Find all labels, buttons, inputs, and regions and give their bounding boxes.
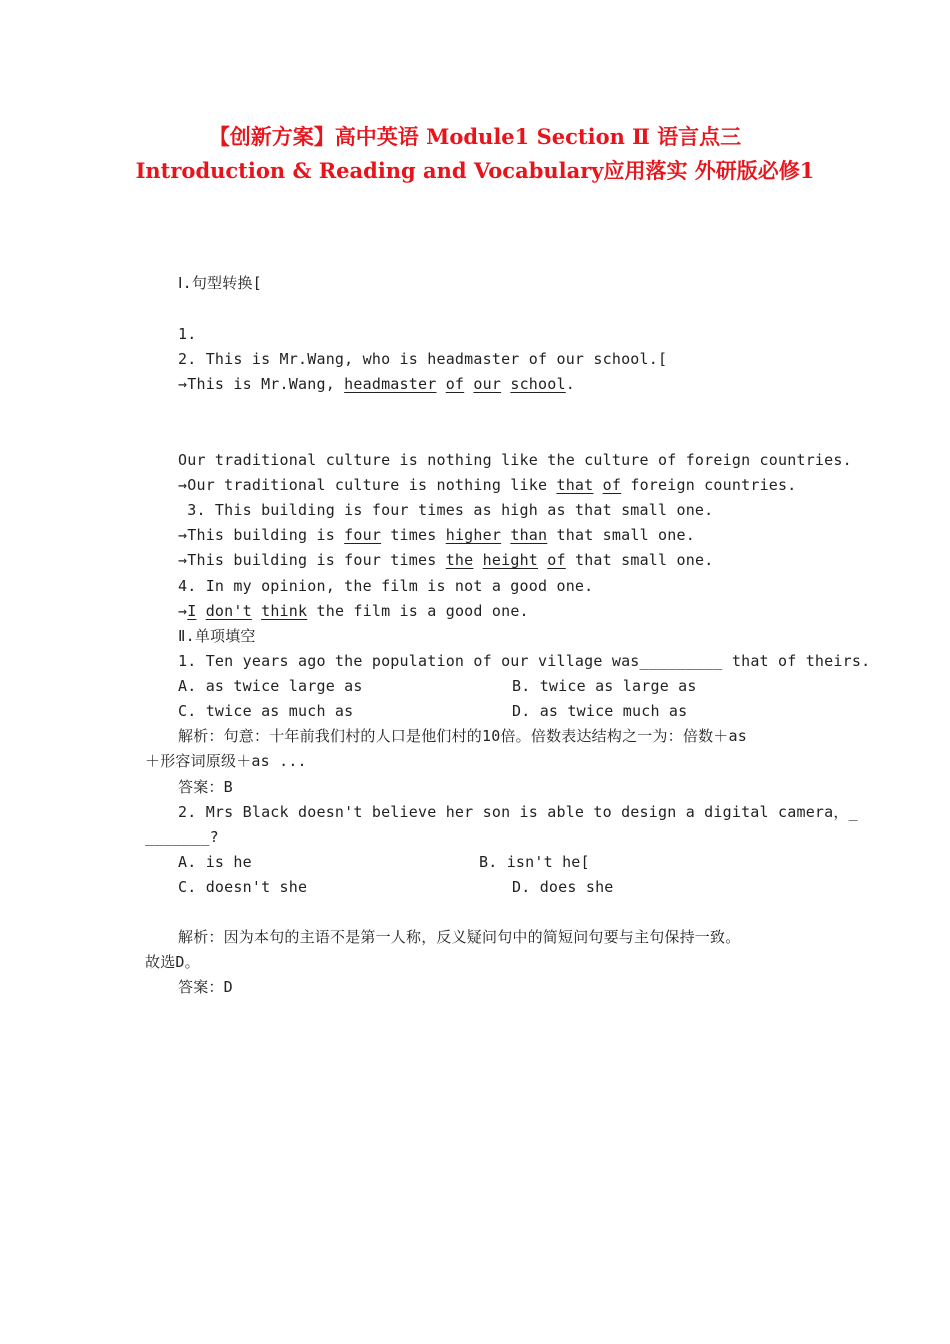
answer-blank: of xyxy=(547,551,566,569)
answer-blank: of xyxy=(445,375,465,393)
rewrite-text: times xyxy=(381,526,446,544)
rewrite-text: →This building is xyxy=(178,526,345,544)
q2-option-b: B. isn't he[ xyxy=(479,853,590,871)
q1-analysis-line2: ＋形容词原级＋as ... xyxy=(145,752,307,770)
question-text: that of theirs. xyxy=(722,652,871,670)
item1-number: 1. xyxy=(178,325,197,343)
item3-rewrite-b xyxy=(178,549,713,571)
section1-heading: Ⅰ.句型转换[ xyxy=(178,274,262,292)
q2-answer: 答案：D xyxy=(178,978,233,996)
rewrite-text: that small one. xyxy=(547,526,695,544)
q1-stem xyxy=(178,650,870,672)
answer-blank: of xyxy=(602,476,622,494)
answer-blank: higher xyxy=(445,526,502,544)
rewrite-text: →This building is four times xyxy=(178,551,446,569)
item4-original: 4. In my opinion, the film is not a good one. xyxy=(178,577,594,595)
q1-option-c: C. twice as much as xyxy=(178,702,354,720)
rewrite-text: →Our traditional culture is nothing like xyxy=(178,476,557,494)
q2-stem-line1: 2. Mrs Black doesn't believe her son is able to design a digital camera，_ xyxy=(178,803,858,821)
rewrite-text: →This is Mr.Wang, xyxy=(178,375,345,393)
rewrite-text: foreign countries. xyxy=(621,476,797,494)
q2-option-a: A. is he xyxy=(178,853,252,871)
rewrite-text: that small one. xyxy=(565,551,714,569)
q2-analysis-line2: 故选D。 xyxy=(145,953,200,971)
answer-blank: height xyxy=(482,551,539,569)
answer-blank: school xyxy=(510,375,566,393)
question-text: 1. Ten years ago the population of our village was xyxy=(178,652,640,670)
answer-blank: don't xyxy=(205,602,252,620)
item3-rewrite-a xyxy=(178,524,695,546)
q2-option-d: D. does she xyxy=(512,878,614,896)
culture-original: Our traditional culture is nothing like the culture of foreign countries. xyxy=(178,451,852,469)
answer-blank: the xyxy=(445,551,474,569)
fill-blank: _________ xyxy=(639,652,723,670)
answer-blank: four xyxy=(344,526,382,544)
section2-heading: Ⅱ.单项填空 xyxy=(178,627,256,645)
document-title-line1: 【创新方案】高中英语 Module1 Section Ⅱ 语言点三 xyxy=(208,124,742,149)
item3-original: 3. This building is four times as high as that small one. xyxy=(178,501,714,519)
rewrite-text: the film is a good one. xyxy=(307,602,529,620)
item4-rewrite xyxy=(178,600,529,622)
q1-option-b: B. twice as large as xyxy=(512,677,697,695)
q1-answer: 答案：B xyxy=(178,778,233,796)
q1-analysis-line1: 解析：句意：十年前我们村的人口是他们村的10倍。倍数表达结构之一为：倍数＋as xyxy=(178,727,747,745)
q1-option-a: A. as twice large as xyxy=(178,677,363,695)
q2-stem-line2: _______? xyxy=(145,828,219,846)
q2-analysis-line1: 解析：因为本句的主语不是第一人称，反义疑问句中的简短问句要与主句保持一致。 xyxy=(178,928,741,946)
item2-original: 2. This is Mr.Wang, who is headmaster of our school.[ xyxy=(178,350,668,368)
answer-blank: headmaster xyxy=(344,375,437,393)
q2-option-c: C. doesn't she xyxy=(178,878,308,896)
rewrite-text: . xyxy=(565,375,575,393)
q1-option-d: D. as twice much as xyxy=(512,702,688,720)
answer-blank: think xyxy=(261,602,308,620)
answer-blank: that xyxy=(556,476,594,494)
culture-rewrite xyxy=(178,474,797,496)
answer-blank: I xyxy=(187,602,197,620)
answer-blank: than xyxy=(510,526,548,544)
document-title-line2: Introduction & Reading and Vocabulary应用落实 外研版必修1 xyxy=(135,158,815,183)
item2-rewrite xyxy=(178,373,575,395)
answer-blank: our xyxy=(473,375,502,393)
rewrite-text: → xyxy=(178,602,188,620)
